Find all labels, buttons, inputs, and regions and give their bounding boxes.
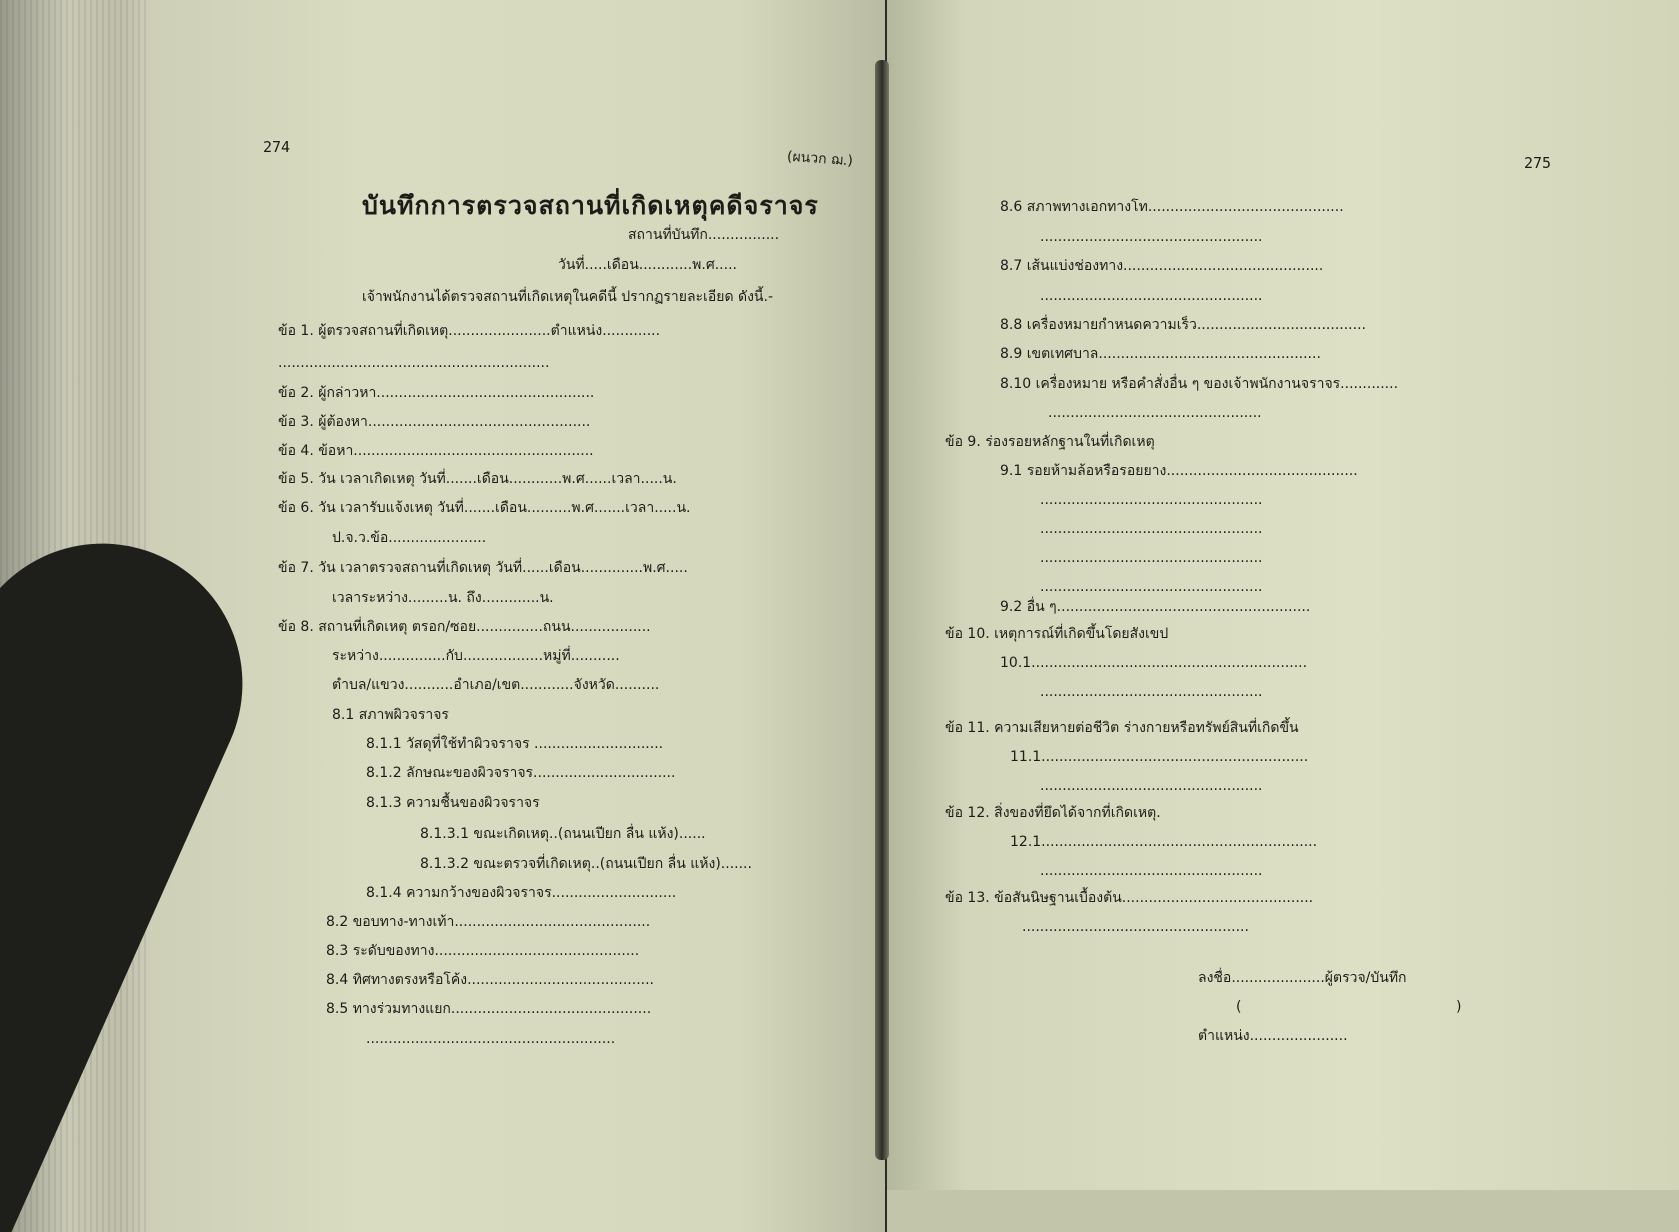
page-number-left: 274 <box>263 138 291 156</box>
right-line-8: ................................................ <box>1048 405 1262 421</box>
appendix-label: (ผนวก ฌ.) <box>786 148 854 170</box>
right-line-11: .................................................. <box>1040 492 1263 508</box>
right-line-23: 12.1.............................................................. <box>1010 834 1318 850</box>
right-line-12: .................................................. <box>1040 521 1263 537</box>
right-line-1: 8.6 สภาพทางเอกทางโท............................................ <box>1000 199 1344 215</box>
left-line-19: 8.1.3.2 ขณะตรวจที่เกิดเหตุ..(ถนนเปียก ลื่น แห้ง)....... <box>420 856 752 872</box>
right-line-15: 9.2 อื่น ๆ......................................................... <box>1000 599 1311 615</box>
left-line-8: ป.จ.ว.ข้อ...................... <box>332 530 487 546</box>
left-line-21: 8.2 ขอบทาง-ทางเท้า............................................ <box>326 914 651 930</box>
right-line-14: .................................................. <box>1040 579 1263 595</box>
right-line-9: ข้อ 9. ร่องรอยหลักฐานในที่เกิดเหตุ <box>945 434 1155 450</box>
right-line-3: 8.7 เส้นแบ่งช่องทาง............................................. <box>1000 258 1324 274</box>
right-line-6: 8.9 เขตเทศบาล.................................................. <box>1000 346 1321 362</box>
right-line-4: .................................................. <box>1040 288 1263 304</box>
left-line-16: 8.1.2 ลักษณะของผิวจราจร................................ <box>366 765 676 781</box>
book-gutter <box>875 60 889 1160</box>
position-line: ตำแหน่ง...................... <box>1198 1028 1348 1044</box>
left-line-5: ข้อ 4. ข้อหา...................................................... <box>278 443 594 459</box>
right-line-13: .................................................. <box>1040 550 1263 566</box>
left-line-9: ข้อ 7. วัน เวลาตรวจสถานที่เกิดเหตุ วันที่......เดือน..............พ.ศ..... <box>278 560 688 576</box>
signature-line: ลงชื่อ.....................ผู้ตรวจ/บันทึก <box>1198 970 1407 986</box>
right-line-17: 10.1.............................................................. <box>1000 655 1308 671</box>
header-line-intro: เจ้าพนักงานได้ตรวจสถานที่เกิดเหตุในคดีนี้ ปรากฏรายละเอียด ดังนี้.- <box>362 289 773 305</box>
signature-paren-close: ) <box>1456 999 1462 1015</box>
signature-paren-open: ( <box>1236 999 1242 1015</box>
left-line-14: 8.1 สภาพผิวจราจร <box>332 707 449 723</box>
right-line-5: 8.8 เครื่องหมายกำหนดความเร็ว...................................... <box>1000 317 1366 333</box>
right-line-18: .................................................. <box>1040 684 1263 700</box>
left-line-15: 8.1.1 วัสดุที่ใช้ทำผิวจราจร ............................. <box>366 736 664 752</box>
header-line-date: วันที่.....เดือน............พ.ศ..... <box>558 257 737 273</box>
left-line-7: ข้อ 6. วัน เวลารับแจ้งเหตุ วันที่.......เดือน..........พ.ศ.......เวลา.....น. <box>278 500 691 516</box>
right-line-2: .................................................. <box>1040 229 1263 245</box>
left-line-23: 8.4 ทิศทางตรงหรือโค้ง.......................................... <box>326 972 654 988</box>
left-line-1: ข้อ 1. ผู้ตรวจสถานที่เกิดเหตุ.......................ตำแหน่ง............. <box>278 323 661 339</box>
left-line-2: ............................................................. <box>278 355 550 371</box>
left-line-11: ข้อ 8. สถานที่เกิดเหตุ ตรอก/ซอย...............ถนน.................. <box>278 619 651 635</box>
right-page <box>887 0 1679 1232</box>
right-line-24: .................................................. <box>1040 863 1263 879</box>
header-line-place: สถานที่บันทึก................ <box>628 227 780 243</box>
left-line-24: 8.5 ทางร่วมทางแยก............................................. <box>326 1001 652 1017</box>
left-line-10: เวลาระหว่าง.........น. ถึง.............น. <box>332 590 554 606</box>
right-line-10: 9.1 รอยห้ามล้อหรือรอยยาง........................................... <box>1000 463 1358 479</box>
left-line-4: ข้อ 3. ผู้ต้องหา.................................................. <box>278 414 591 430</box>
right-line-20: 11.1............................................................ <box>1010 749 1309 765</box>
left-line-12: ระหว่าง...............กับ..................หมู่ที่........... <box>332 648 620 664</box>
left-line-20: 8.1.4 ความกว้างของผิวจราจร............................ <box>366 885 677 901</box>
right-line-21: .................................................. <box>1040 778 1263 794</box>
right-line-26: ................................................... <box>1022 919 1249 935</box>
right-page-bottom-edge <box>887 1190 1679 1232</box>
left-line-22: 8.3 ระดับของทาง.............................................. <box>326 943 640 959</box>
form-title: บันทึกการตรวจสถานที่เกิดเหตุคดีจราจร <box>362 191 819 220</box>
left-line-13: ตำบล/แขวง...........อำเภอ/เขต............จังหวัด.......... <box>332 677 660 693</box>
left-line-17: 8.1.3 ความชื้นของผิวจราจร <box>366 795 540 811</box>
right-line-22: ข้อ 12. สิ่งของที่ยึดได้จากที่เกิดเหตุ. <box>945 805 1161 821</box>
left-line-25: ........................................................ <box>366 1031 616 1047</box>
left-line-18: 8.1.3.1 ขณะเกิดเหตุ..(ถนนเปียก ลื่น แห้ง)...... <box>420 826 706 842</box>
right-line-7: 8.10 เครื่องหมาย หรือคำสั่งอื่น ๆ ของเจ้าพนักงานจราจร............. <box>1000 376 1399 392</box>
left-line-6: ข้อ 5. วัน เวลาเกิดเหตุ วันที่.......เดือน............พ.ศ......เวลา.....น. <box>278 471 677 487</box>
right-line-16: ข้อ 10. เหตุการณ์ที่เกิดขึ้นโดยสังเขป <box>945 626 1169 642</box>
right-line-25: ข้อ 13. ข้อสันนิษฐานเบื้องต้น........................................... <box>945 890 1314 906</box>
left-line-3: ข้อ 2. ผู้กล่าวหา................................................. <box>278 385 595 401</box>
page-number-right: 275 <box>1524 154 1552 172</box>
right-line-19: ข้อ 11. ความเสียหายต่อชีวิต ร่างกายหรือทรัพย์สินที่เกิดขึ้น <box>945 720 1299 736</box>
